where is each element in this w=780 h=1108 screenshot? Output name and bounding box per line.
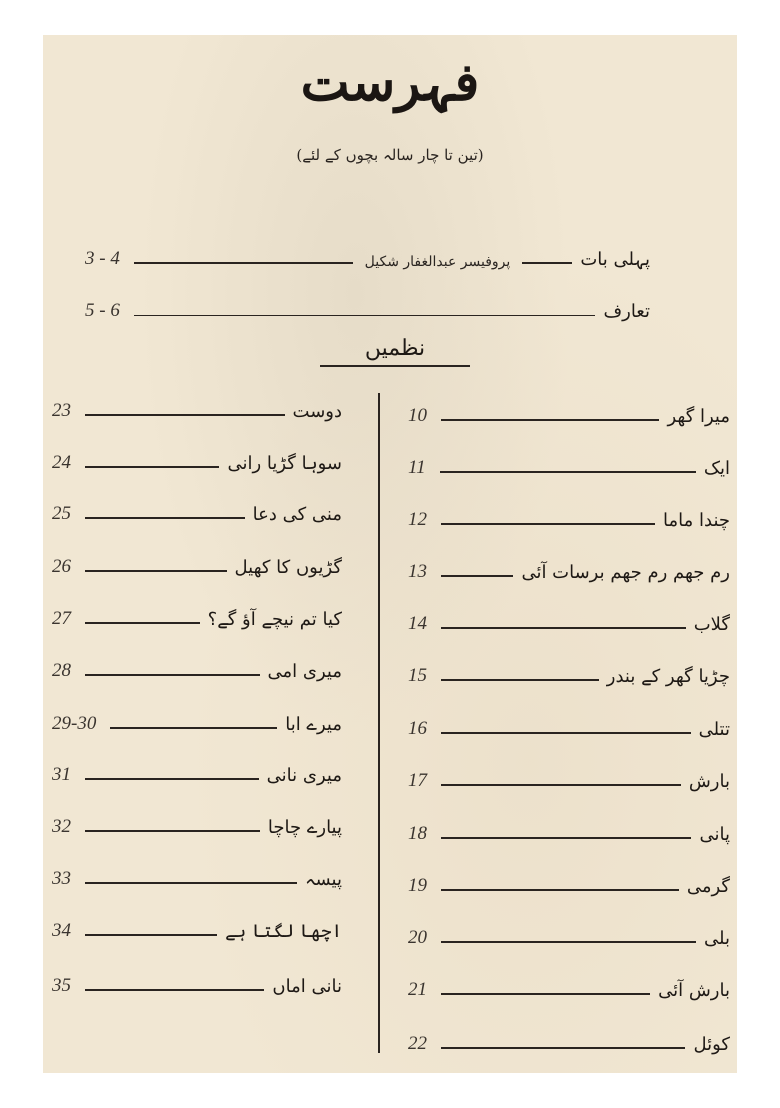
toc-entry (52, 452, 342, 474)
entry-title: میری امی (267, 661, 342, 682)
leader-line (441, 679, 599, 681)
entry-title: کیا تم نیچے آؤ گے؟ (207, 609, 342, 630)
page-number: 20 (408, 927, 427, 948)
page-number: 25 (52, 503, 71, 524)
page-number: 14 (408, 613, 427, 634)
page-number: 31 (52, 764, 71, 785)
entry-title: پہلی بات (580, 249, 650, 270)
page-number: 32 (52, 816, 71, 837)
entry-title: گڑیوں کا کھیل (234, 557, 342, 578)
toc-entry (52, 764, 342, 786)
leader-line (441, 1047, 685, 1049)
page-number: 19 (408, 875, 427, 896)
toc-entry (52, 713, 342, 735)
page-number: 13 (408, 561, 427, 582)
leader-line (441, 837, 691, 839)
toc-entry (408, 509, 730, 531)
page-number: 27 (52, 608, 71, 629)
page-number: 3 - 4 (85, 248, 120, 269)
page-number: 15 (408, 665, 427, 686)
leader-line (441, 784, 681, 786)
leader-line (441, 732, 691, 734)
toc-entry (52, 816, 342, 838)
toc-entry (408, 457, 730, 479)
toc-entry (52, 556, 342, 578)
page-number: 11 (408, 457, 426, 478)
leader-line (441, 889, 679, 891)
scanned-page (43, 35, 737, 1073)
page-number: 34 (52, 920, 71, 941)
page-number: 5 - 6 (85, 300, 120, 321)
entry-title: منی کی دعا (252, 504, 342, 525)
entry-title: تعارف (603, 301, 650, 322)
leader-line (85, 934, 217, 936)
toc-entry (408, 979, 730, 1001)
entry-title: دوست (292, 401, 342, 422)
page-number: 10 (408, 405, 427, 426)
toc-entry (52, 975, 342, 997)
leader-line (85, 989, 264, 991)
entry-title: بارش آئی (658, 980, 730, 1001)
entry-title: گلاب (693, 614, 730, 635)
page-number: 12 (408, 509, 427, 530)
section-heading: نظمیں (320, 336, 470, 367)
entry-title: بارش (688, 771, 730, 792)
leader-line (85, 830, 260, 832)
leader-line (85, 466, 219, 468)
page-number: 17 (408, 770, 427, 791)
toc-entry (408, 561, 730, 583)
toc-entry (52, 920, 342, 942)
leader-line (85, 882, 297, 884)
page-subtitle: (تین تا چار سالہ بچوں کے لئے) (296, 146, 484, 164)
entry-title: پیارے چاچا (267, 817, 342, 838)
leader-line (110, 727, 277, 729)
entry-title: رم جھم رم جھم برسات آئی (521, 562, 730, 583)
leader-line (85, 778, 259, 780)
entry-title: پیسہ (304, 869, 342, 890)
entry-title: چندا ماما (663, 510, 730, 531)
page-number: 24 (52, 452, 71, 473)
toc-entry (408, 405, 730, 427)
toc-entry (85, 248, 650, 270)
leader-line (441, 941, 696, 943)
toc-entry (408, 875, 730, 897)
leader-line (85, 414, 285, 416)
entry-title: میرا گھر (667, 406, 730, 427)
leader-line (441, 419, 659, 421)
toc-entry (408, 613, 730, 635)
entry-title: میرے ابا (285, 714, 342, 735)
page-number: 21 (408, 979, 427, 1000)
toc-entry (52, 608, 342, 630)
toc-entry (408, 718, 730, 740)
leader-line (441, 627, 686, 629)
toc-entry (52, 400, 342, 422)
entry-title: کوئل (693, 1034, 730, 1055)
toc-entry (408, 927, 730, 949)
entry-title: پانی (699, 824, 730, 845)
entry-title: سوہا گڑیا رانی (227, 453, 342, 474)
leader-line (85, 517, 245, 519)
author-name: پروفیسر عبدالغفار شکیل (364, 254, 511, 270)
page-number: 18 (408, 823, 427, 844)
toc-entry (408, 1033, 730, 1055)
leader-line (134, 262, 353, 264)
leader-line (85, 622, 200, 624)
page-number: 26 (52, 556, 71, 577)
entry-title: تتلی (698, 719, 730, 740)
toc-entry (408, 770, 730, 792)
page-number: 33 (52, 868, 71, 889)
leader-line (441, 523, 655, 525)
toc-entry (85, 300, 650, 322)
leader-line (441, 993, 650, 995)
page-number: 28 (52, 660, 71, 681)
entry-title: چڑیا گھر کے بندر (606, 666, 730, 687)
page-number: 29-30 (52, 713, 97, 734)
entry-title: اچھا لگتا ہے (225, 921, 342, 942)
toc-entry (408, 823, 730, 845)
leader-line (85, 674, 260, 676)
entry-title: گرمی (686, 876, 730, 897)
toc-entry (52, 660, 342, 682)
leader-line (522, 262, 572, 264)
toc-entry (52, 868, 342, 890)
toc-entry (52, 503, 342, 525)
leader-line (441, 575, 513, 577)
page-number: 16 (408, 718, 427, 739)
column-divider (378, 393, 380, 1053)
entry-title: نانی اماں (272, 976, 342, 997)
entry-title: بلی (704, 928, 730, 949)
page-number: 35 (52, 975, 71, 996)
leader-line (85, 570, 227, 572)
leader-line (440, 471, 696, 473)
entry-title: میری نانی (266, 765, 342, 786)
entry-title: ایک (703, 458, 730, 479)
leader-line (134, 315, 596, 316)
toc-entry (408, 665, 730, 687)
page-number: 23 (52, 400, 71, 421)
page-title: فہرست (300, 52, 480, 113)
page-number: 22 (408, 1033, 427, 1054)
